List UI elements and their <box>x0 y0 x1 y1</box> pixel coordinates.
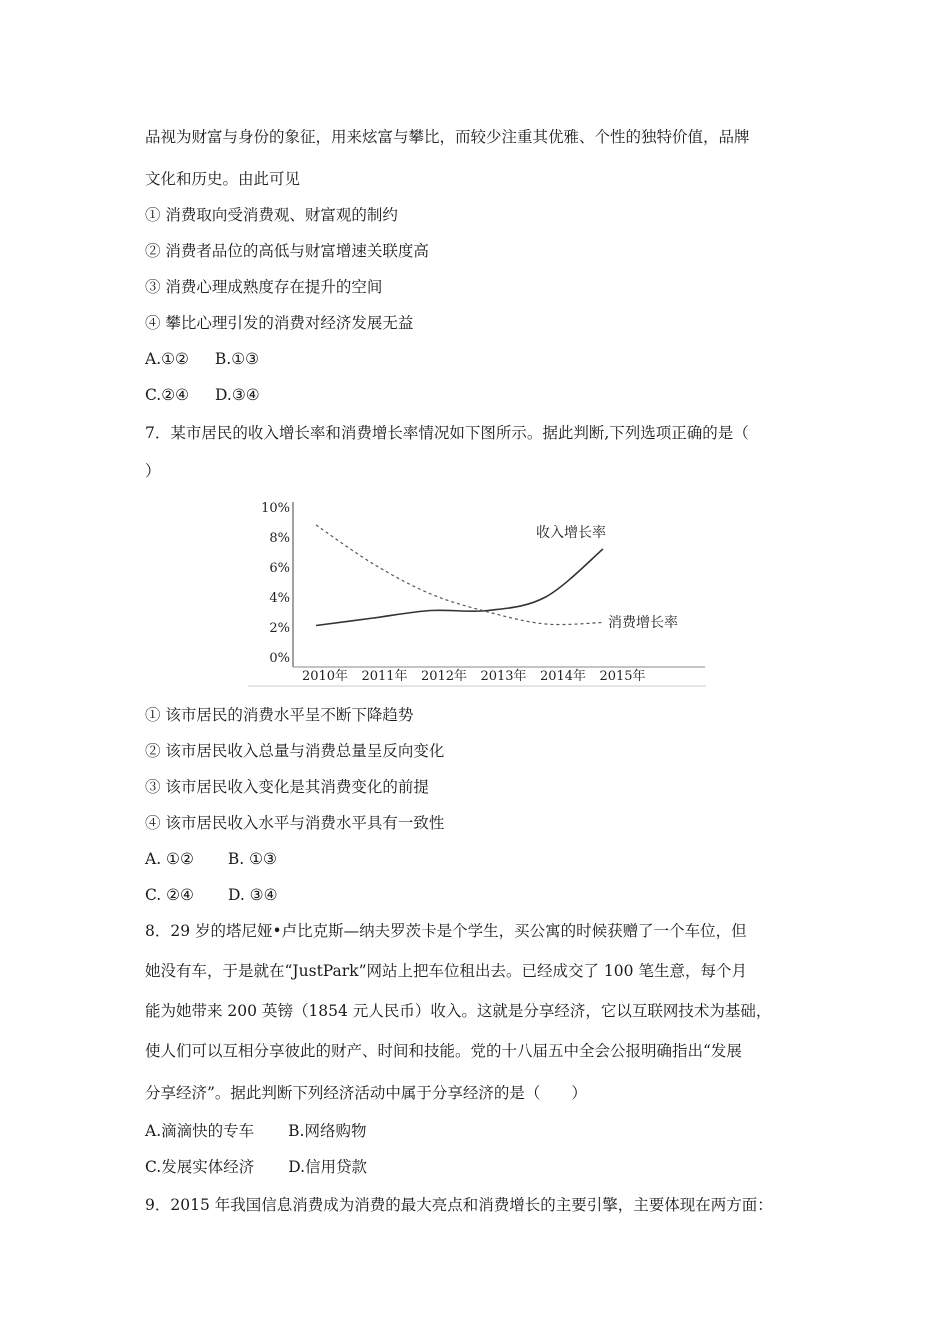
y-tick-label: 2% <box>269 621 290 636</box>
x-tick-label: 2013年 <box>480 669 527 684</box>
y-tick-label: 6% <box>269 561 290 576</box>
growth-rate-chart <box>248 490 708 690</box>
consumption-growth-label: 消费增长率 <box>608 615 678 631</box>
q8-line-5: 分享经济”。据此判断下列经济活动中属于分享经济的是（ ） <box>145 1084 587 1102</box>
y-tick-label: 8% <box>269 531 290 546</box>
x-tick-label: 2012年 <box>420 669 468 684</box>
q6-option-d: D.③④ <box>215 386 260 404</box>
q6-statement-1: ① 消费取向受消费观、财富观的制约 <box>145 206 398 224</box>
q6-statement-2: ② 消费者品位的高低与财富增速关联度高 <box>145 242 429 260</box>
x-tick-label: 2015年 <box>599 669 646 684</box>
q8-option-d: D.信用贷款 <box>288 1158 368 1176</box>
q7-statement-3: ③ 该市居民收入变化是其消费变化的前提 <box>145 778 429 796</box>
q7-option-b: B. ①③ <box>227 850 277 868</box>
q8-option-a: A.滴滴快的专车 <box>145 1122 255 1140</box>
y-tick-label: 4% <box>269 591 290 606</box>
q7-statement-2: ② 该市居民收入总量与消费总量呈反向变化 <box>145 742 445 760</box>
chart-svg <box>248 490 708 690</box>
q8-options-row-1 <box>145 1120 366 1142</box>
q6-option-a: A.①② <box>145 350 189 368</box>
q7-option-c: C. ②④ <box>145 886 194 904</box>
q6-statement-4: ④ 攀比心理引发的消费对经济发展无益 <box>145 314 414 332</box>
q8-line-3: 能为她带来 200 英镑（1854 元人民币）收入。这就是分享经济，它以互联网技术为基础， <box>145 1002 772 1020</box>
q6-continuation-line-2: 文化和历史。由此可见 <box>145 170 301 188</box>
y-tick-label: 10% <box>261 501 290 516</box>
q8-option-b: B.网络购物 <box>288 1122 367 1140</box>
q7-stem-end: ） <box>145 462 161 480</box>
y-tick-label: 0% <box>269 651 290 666</box>
q7-stem: 7．某市居民的收入增长率和消费增长率情况如下图所示。据此判断,下列选项正确的是（ <box>145 424 749 442</box>
q8-options-row-2 <box>145 1156 367 1178</box>
q8-line-1: 8．29 岁的塔尼娅•卢比克斯—纳夫罗茨卡是个学生，买公寓的时候获赠了一个车位，但 <box>145 922 747 940</box>
x-tick-label: 2010年 <box>301 669 349 684</box>
q8-line-4: 使人们可以互相分享彼此的财产、时间和技能。党的十八届五中全会公报明确指出“发展 <box>145 1042 742 1060</box>
q7-options-row-2 <box>145 884 277 906</box>
q7-option-d: D. ③④ <box>227 886 278 904</box>
q7-options-row-1 <box>145 848 277 870</box>
income-growth-label: 收入增长率 <box>536 525 606 541</box>
q6-option-c: C.②④ <box>145 386 190 404</box>
q9-line-1: 9．2015 年我国信息消费成为消费的最大亮点和消费增长的主要引擎，主要体现在两方面： <box>145 1196 773 1214</box>
q6-statement-3: ③ 消费心理成熟度存在提升的空间 <box>145 278 383 296</box>
q6-options-row-1 <box>145 348 259 370</box>
q8-line-2: 她没有车，于是就在“JustPark”网站上把车位租出去。已经成交了 100 笔生意，每个月 <box>145 962 747 980</box>
q7-statement-4: ④ 该市居民收入水平与消费水平具有一致性 <box>145 814 445 832</box>
x-tick-label: 2014年 <box>539 669 587 684</box>
q8-option-c: C.发展实体经济 <box>145 1158 255 1176</box>
q7-statement-1: ① 该市居民的消费水平呈不断下降趋势 <box>145 706 414 724</box>
x-tick-label: 2011年 <box>361 669 408 684</box>
q7-option-a: A. ①② <box>145 850 194 868</box>
q6-options-row-2 <box>145 384 260 406</box>
q6-option-b: B.①③ <box>214 350 260 368</box>
income-growth-line <box>316 549 603 626</box>
q6-continuation-line-1: 品视为财富与身份的象征，用来炫富与攀比，而较少注重其优雅、个性的独特价值，品牌 <box>145 128 750 146</box>
